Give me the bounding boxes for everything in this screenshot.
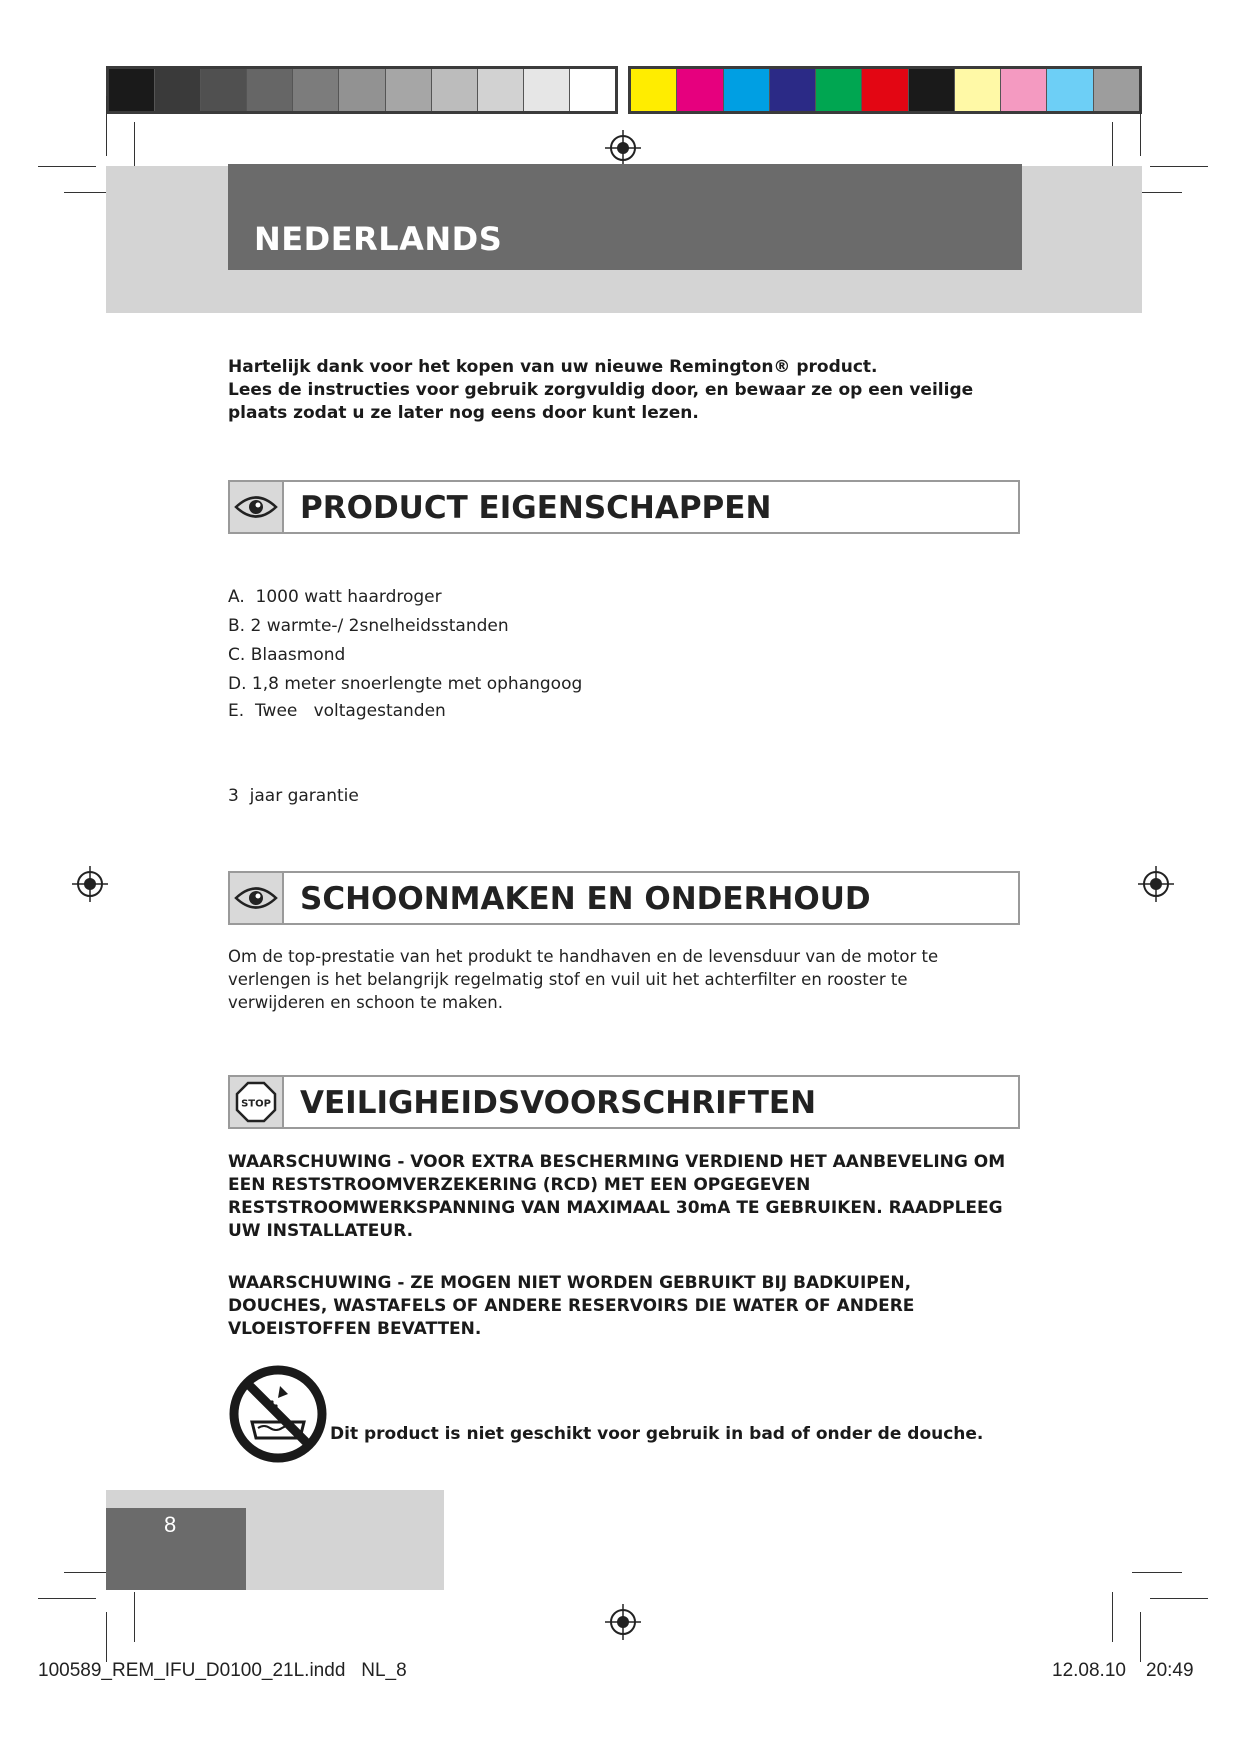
crop-mark [1112, 1592, 1113, 1642]
feature-item: B. 2 warmte-/ 2snelheidsstanden [228, 616, 509, 636]
color-swatch [1046, 69, 1092, 111]
crop-mark [38, 1598, 96, 1599]
color-swatch [569, 69, 615, 111]
color-swatch [385, 69, 431, 111]
section-product-features [228, 480, 1020, 534]
color-swatch [723, 69, 769, 111]
no-bath-text: Dit product is niet geschikt voor gebruik in bad of onder de douche. [330, 1424, 984, 1444]
intro-text [228, 356, 1008, 425]
crop-mark [134, 122, 135, 172]
eye-icon [230, 482, 284, 532]
color-swatch [769, 69, 815, 111]
eye-icon [230, 873, 284, 923]
color-swatch [1093, 69, 1139, 111]
color-swatch [954, 69, 1000, 111]
crop-mark [1150, 166, 1208, 167]
feature-item: E. Twee voltagestanden [228, 701, 446, 721]
color-bar [628, 66, 1142, 114]
crop-mark [38, 166, 96, 167]
page-title: NEDERLANDS [254, 220, 503, 258]
section-heading: SCHOONMAKEN EN ONDERHOUD [300, 881, 871, 917]
crop-mark [106, 96, 107, 156]
color-swatch [338, 69, 384, 111]
language-title-box [228, 164, 1022, 270]
crop-mark [134, 1592, 135, 1642]
slug-date: 12.08.10 [1052, 1660, 1126, 1681]
no-bath-shower-icon [228, 1364, 328, 1464]
page-number: 8 [164, 1512, 177, 1537]
section-cleaning [228, 871, 1020, 925]
color-swatch [200, 69, 246, 111]
feature-item: A. 1000 watt haardroger [228, 587, 442, 607]
crop-mark [1132, 1572, 1182, 1573]
warranty-text: 3 jaar garantie [228, 786, 359, 806]
color-swatch [815, 69, 861, 111]
color-swatch [154, 69, 200, 111]
crop-mark [1112, 122, 1113, 172]
color-swatch [431, 69, 477, 111]
color-swatch [292, 69, 338, 111]
section-heading: PRODUCT EIGENSCHAPPEN [300, 490, 772, 526]
stop-sign-icon [230, 1077, 284, 1127]
section-heading: VEILIGHEIDSVOORSCHRIFTEN [300, 1085, 817, 1121]
svg-text:STOP: STOP [241, 1098, 271, 1110]
color-swatch [246, 69, 292, 111]
warning-water: WAARSCHUWING - ZE MOGEN NIET WORDEN GEBRUIKT BIJ BADKUIPEN, DOUCHES, WASTAFELS OF ANDERE RESERVOIRS DIE WATER OF ANDERE VLOEISTOFFEN BEVATTEN. [228, 1273, 915, 1339]
page-number-box [106, 1508, 246, 1590]
registration-mark-icon [1138, 866, 1174, 902]
intro-line-1: Hartelijk dank voor het kopen van uw nieuwe Remington® product. [228, 357, 878, 377]
color-swatch [631, 69, 676, 111]
crop-mark [1150, 1598, 1208, 1599]
crop-mark [1140, 96, 1141, 156]
crop-mark [106, 1612, 107, 1662]
color-swatch [523, 69, 569, 111]
registration-mark-icon [72, 866, 108, 902]
registration-mark-icon [605, 1604, 641, 1640]
intro-line-2: Lees de instructies voor gebruik zorgvuldig door, en bewaar ze op een veilige plaats zodat u ze later nog eens door kunt lezen. [228, 380, 974, 423]
warning-rcd: WAARSCHUWING - VOOR EXTRA BESCHERMING VERDIEND HET AANBEVELING OM EEN RESTSTROOMVERZEKERING (RCD) MET EEN OPGEGEVEN RESTSTROOMWERKSPANNING VAN MAXIMAAL 30mA TE GEBRUIKEN. RAADPLEEG UW INSTALLATEUR. [228, 1152, 1006, 1241]
slug-time: 20:49 [1146, 1660, 1194, 1681]
color-swatch [1000, 69, 1046, 111]
crop-mark [1140, 1612, 1141, 1662]
color-swatch [477, 69, 523, 111]
color-swatch [908, 69, 954, 111]
registration-mark-icon [605, 130, 641, 166]
cleaning-text: Om de top-prestatie van het produkt te handhaven en de levensduur van de motor te verlengen is het belangrijk regelmatig stof en vuil uit het achterfilter en rooster te verwijderen en schoon te maken. [228, 947, 939, 1012]
feature-item: C. Blaasmond [228, 645, 346, 665]
section-safety [228, 1075, 1020, 1129]
color-swatch [861, 69, 907, 111]
feature-item: D. 1,8 meter snoerlengte met ophangoog [228, 674, 583, 694]
color-swatch [109, 69, 154, 111]
grayscale-bar [106, 66, 618, 114]
color-swatch [676, 69, 722, 111]
file-slug: 100589_REM_IFU_D0100_21L.indd NL_8 [38, 1660, 407, 1681]
